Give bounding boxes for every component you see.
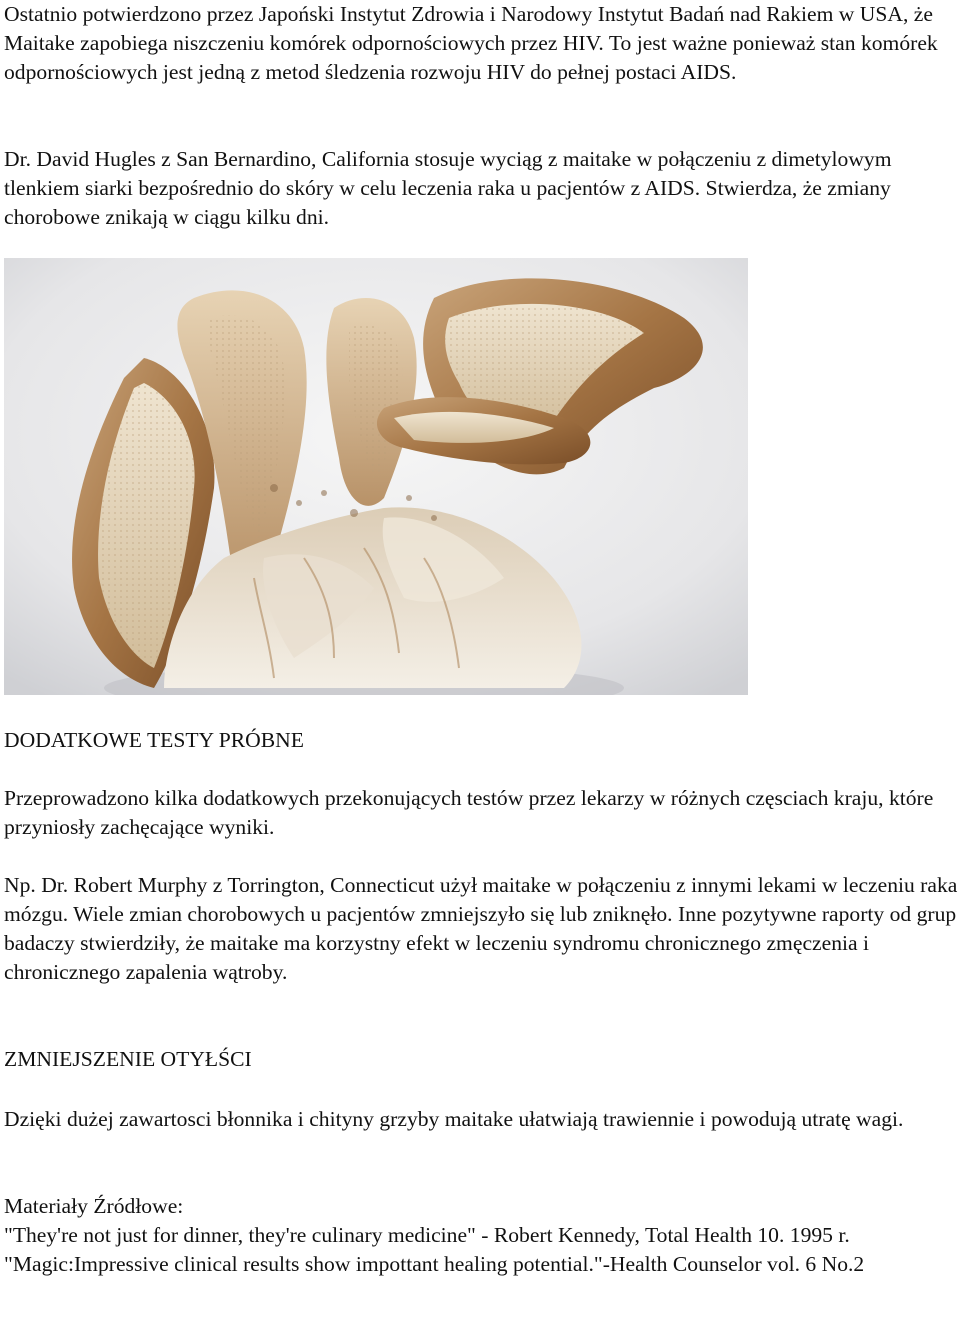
paragraph-dr-murphy: Np. Dr. Robert Murphy z Torrington, Connecticut użył maitake w połączeniu z innymi lekami w leczeniu raka mózgu. Wiele zmian chorobowych u pacjentów zmniejszyło się lub zniknęło. Inne pozytywne raporty od grup badaczy stwierdziły, że maitake ma korzystny efekt w leczeniu syndromu chronicznego zmęczenia i chronicznego zapalenia wątroby. bbox=[4, 873, 958, 984]
sources-label: Materiały Źródłowe: bbox=[4, 1194, 184, 1218]
maitake-mushroom-photo bbox=[4, 258, 748, 695]
source-item: "Magic:Impressive clinical results show impottant healing potential."-Health Counselor vol. 6 No.2 bbox=[4, 1252, 865, 1276]
sources-section bbox=[4, 1192, 960, 1279]
paragraph-weight-loss: Dzięki dużej zawartosci błonnika i chityny grzyby maitake ułatwiają trawiennie i powodują utratę wagi. bbox=[4, 1107, 904, 1131]
paragraph-hiv-research: Ostatnio potwierdzono przez Japoński Instytut Zdrowia i Narodowy Instytut Badań nad Rakiem w USA, że Maitake zapobiega niszczeniu komórek odpornościowych przez HIV. To jest ważne ponieważ stan komórek odpornościowych jest jedną z metod śledzenia rozwoju HIV do pełnej postaci AIDS. bbox=[4, 2, 938, 84]
paragraph-dr-hugles: Dr. David Hugles z San Bernardino, California stosuje wyciąg z maitake w połączeniu z dimetylowym tlenkiem siarki bezpośrednio do skóry w celu leczenia raka u pacjentów z AIDS. Stwierdza, że zmiany chorobowe znikają w ciągu kilku dni. bbox=[4, 147, 892, 229]
heading-additional-tests: DODATKOWE TESTY PRÓBNE bbox=[4, 728, 304, 752]
paragraph-additional-tests: Przeprowadzono kilka dodatkowych przekonujących testów przez lekarzy w różnych częsciach kraju, które przyniosły zachęcające wyniki. bbox=[4, 786, 934, 839]
heading-weight-loss: ZMNIEJSZENIE OTYŁŚCI bbox=[4, 1047, 252, 1071]
source-item: "They're not just for dinner, they're culinary medicine" - Robert Kennedy, Total Health 10. 1995 r. bbox=[4, 1223, 850, 1247]
